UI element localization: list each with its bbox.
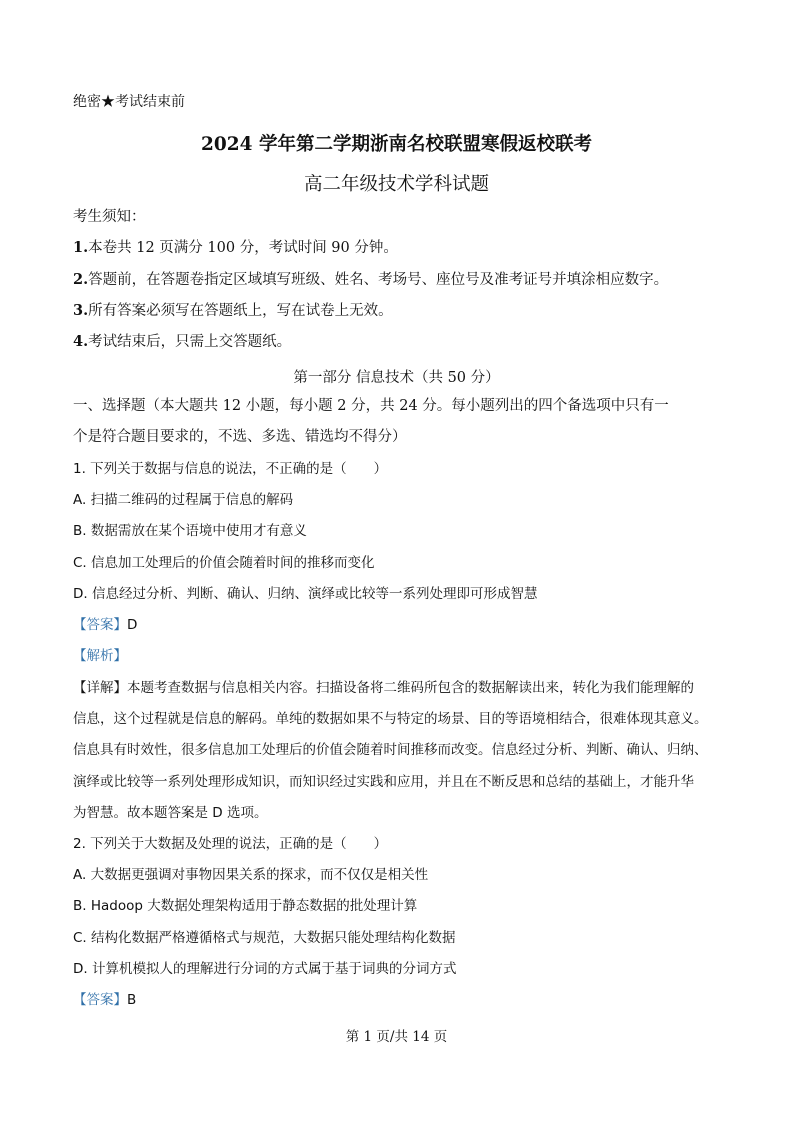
detail-line: 信息具有时效性，很多信息加工处理后的价值会随着时间推移而改变。信息经过分析、判断、确认、归纳、: [73, 742, 708, 758]
answer-value: B: [127, 992, 137, 1008]
notice-item: [73, 270, 668, 290]
notice-item-number: 2.: [73, 271, 89, 288]
notice-item-text: 答题前，在答题卷指定区域填写班级、姓名、考场号、座位号及准考证号并填涂相应数字。: [88, 272, 669, 288]
question-stem: 2. 下列关于大数据及处理的说法，正确的是（ ）: [73, 836, 388, 852]
question-option: A. 大数据更强调对事物因果关系的探求，而不仅仅是相关性: [73, 867, 429, 883]
detail-line: 演绎或比较等一系列处理形成知识，而知识经过实践和应用，并且在不断反思和总结的基础上，才能升华: [73, 774, 694, 790]
detail-line: 为智慧。故本题答案是 D 选项。: [73, 805, 268, 821]
answer-line: [73, 615, 137, 635]
exam-subtitle: 高二年级技术学科试题: [303, 174, 489, 195]
question-option: B. 数据需放在某个语境中使用才有意义: [73, 523, 307, 539]
notice-item-number: 1.: [73, 239, 89, 256]
detail-text: 本题考查数据与信息相关内容。扫描设备将二维码所包含的数据解读出来，转化为我们能理解的: [127, 680, 694, 696]
section-instruction: 一、选择题（本大题共 12 小题，每小题 2 分，共 24 分。每小题列出的四个备选项中只有一: [73, 398, 669, 414]
notice-item-text: 所有答案必须写在答题纸上，写在试卷上无效。: [88, 303, 393, 319]
question-option: A. 扫描二维码的过程属于信息的解码: [73, 492, 294, 508]
notice-item-number: 4.: [73, 333, 89, 350]
question-stem: 1. 下列关于数据与信息的说法，不正确的是（ ）: [73, 461, 388, 477]
analysis-label: 【解析】: [73, 648, 127, 664]
notice-item: [73, 332, 291, 352]
notice-item: [73, 238, 398, 258]
detail-line: [73, 678, 694, 698]
detail-line: 信息，这个过程就是信息的解码。单纯的数据如果不与特定的场景、目的等语境相结合，很难体现其意义。: [73, 711, 708, 727]
page-footer: 第 1 页/共 14 页: [345, 1029, 448, 1045]
exam-title: 2024 学年第二学期浙南名校联盟寒假返校联考: [201, 134, 592, 155]
question-option: C. 信息加工处理后的价值会随着时间的推移而变化: [73, 555, 375, 571]
detail-tag: 【详解】: [73, 680, 127, 696]
notice-item: [73, 301, 393, 321]
question-option: B. Hadoop 大数据处理架构适用于静态数据的批处理计算: [73, 898, 418, 914]
notice-heading: 考生须知：: [73, 209, 146, 225]
question-option: D. 计算机模拟人的理解进行分词的方式属于基于词典的分词方式: [73, 961, 457, 977]
answer-tag: 【答案】: [73, 617, 127, 633]
question-option: C. 结构化数据严格遵循格式与规范，大数据只能处理结构化数据: [73, 930, 456, 946]
section-title: 第一部分 信息技术（共 50 分）: [293, 370, 500, 386]
notice-item-number: 3.: [73, 302, 89, 319]
analysis-tag: [73, 646, 127, 666]
answer-tag: 【答案】: [73, 992, 127, 1008]
answer-line: [73, 990, 136, 1010]
answer-value: D: [127, 617, 138, 633]
section-instruction: 个是符合题目要求的，不选、多选、错选均不得分）: [73, 429, 407, 445]
notice-item-text: 本卷共 12 页满分 100 分，考试时间 90 分钟。: [88, 240, 398, 256]
question-option: D. 信息经过分析、判断、确认、归纳、演绎或比较等一系列处理即可形成智慧: [73, 586, 538, 602]
confidential-label: 绝密★考试结束前: [73, 94, 185, 110]
notice-item-text: 考试结束后，只需上交答题纸。: [88, 334, 292, 350]
